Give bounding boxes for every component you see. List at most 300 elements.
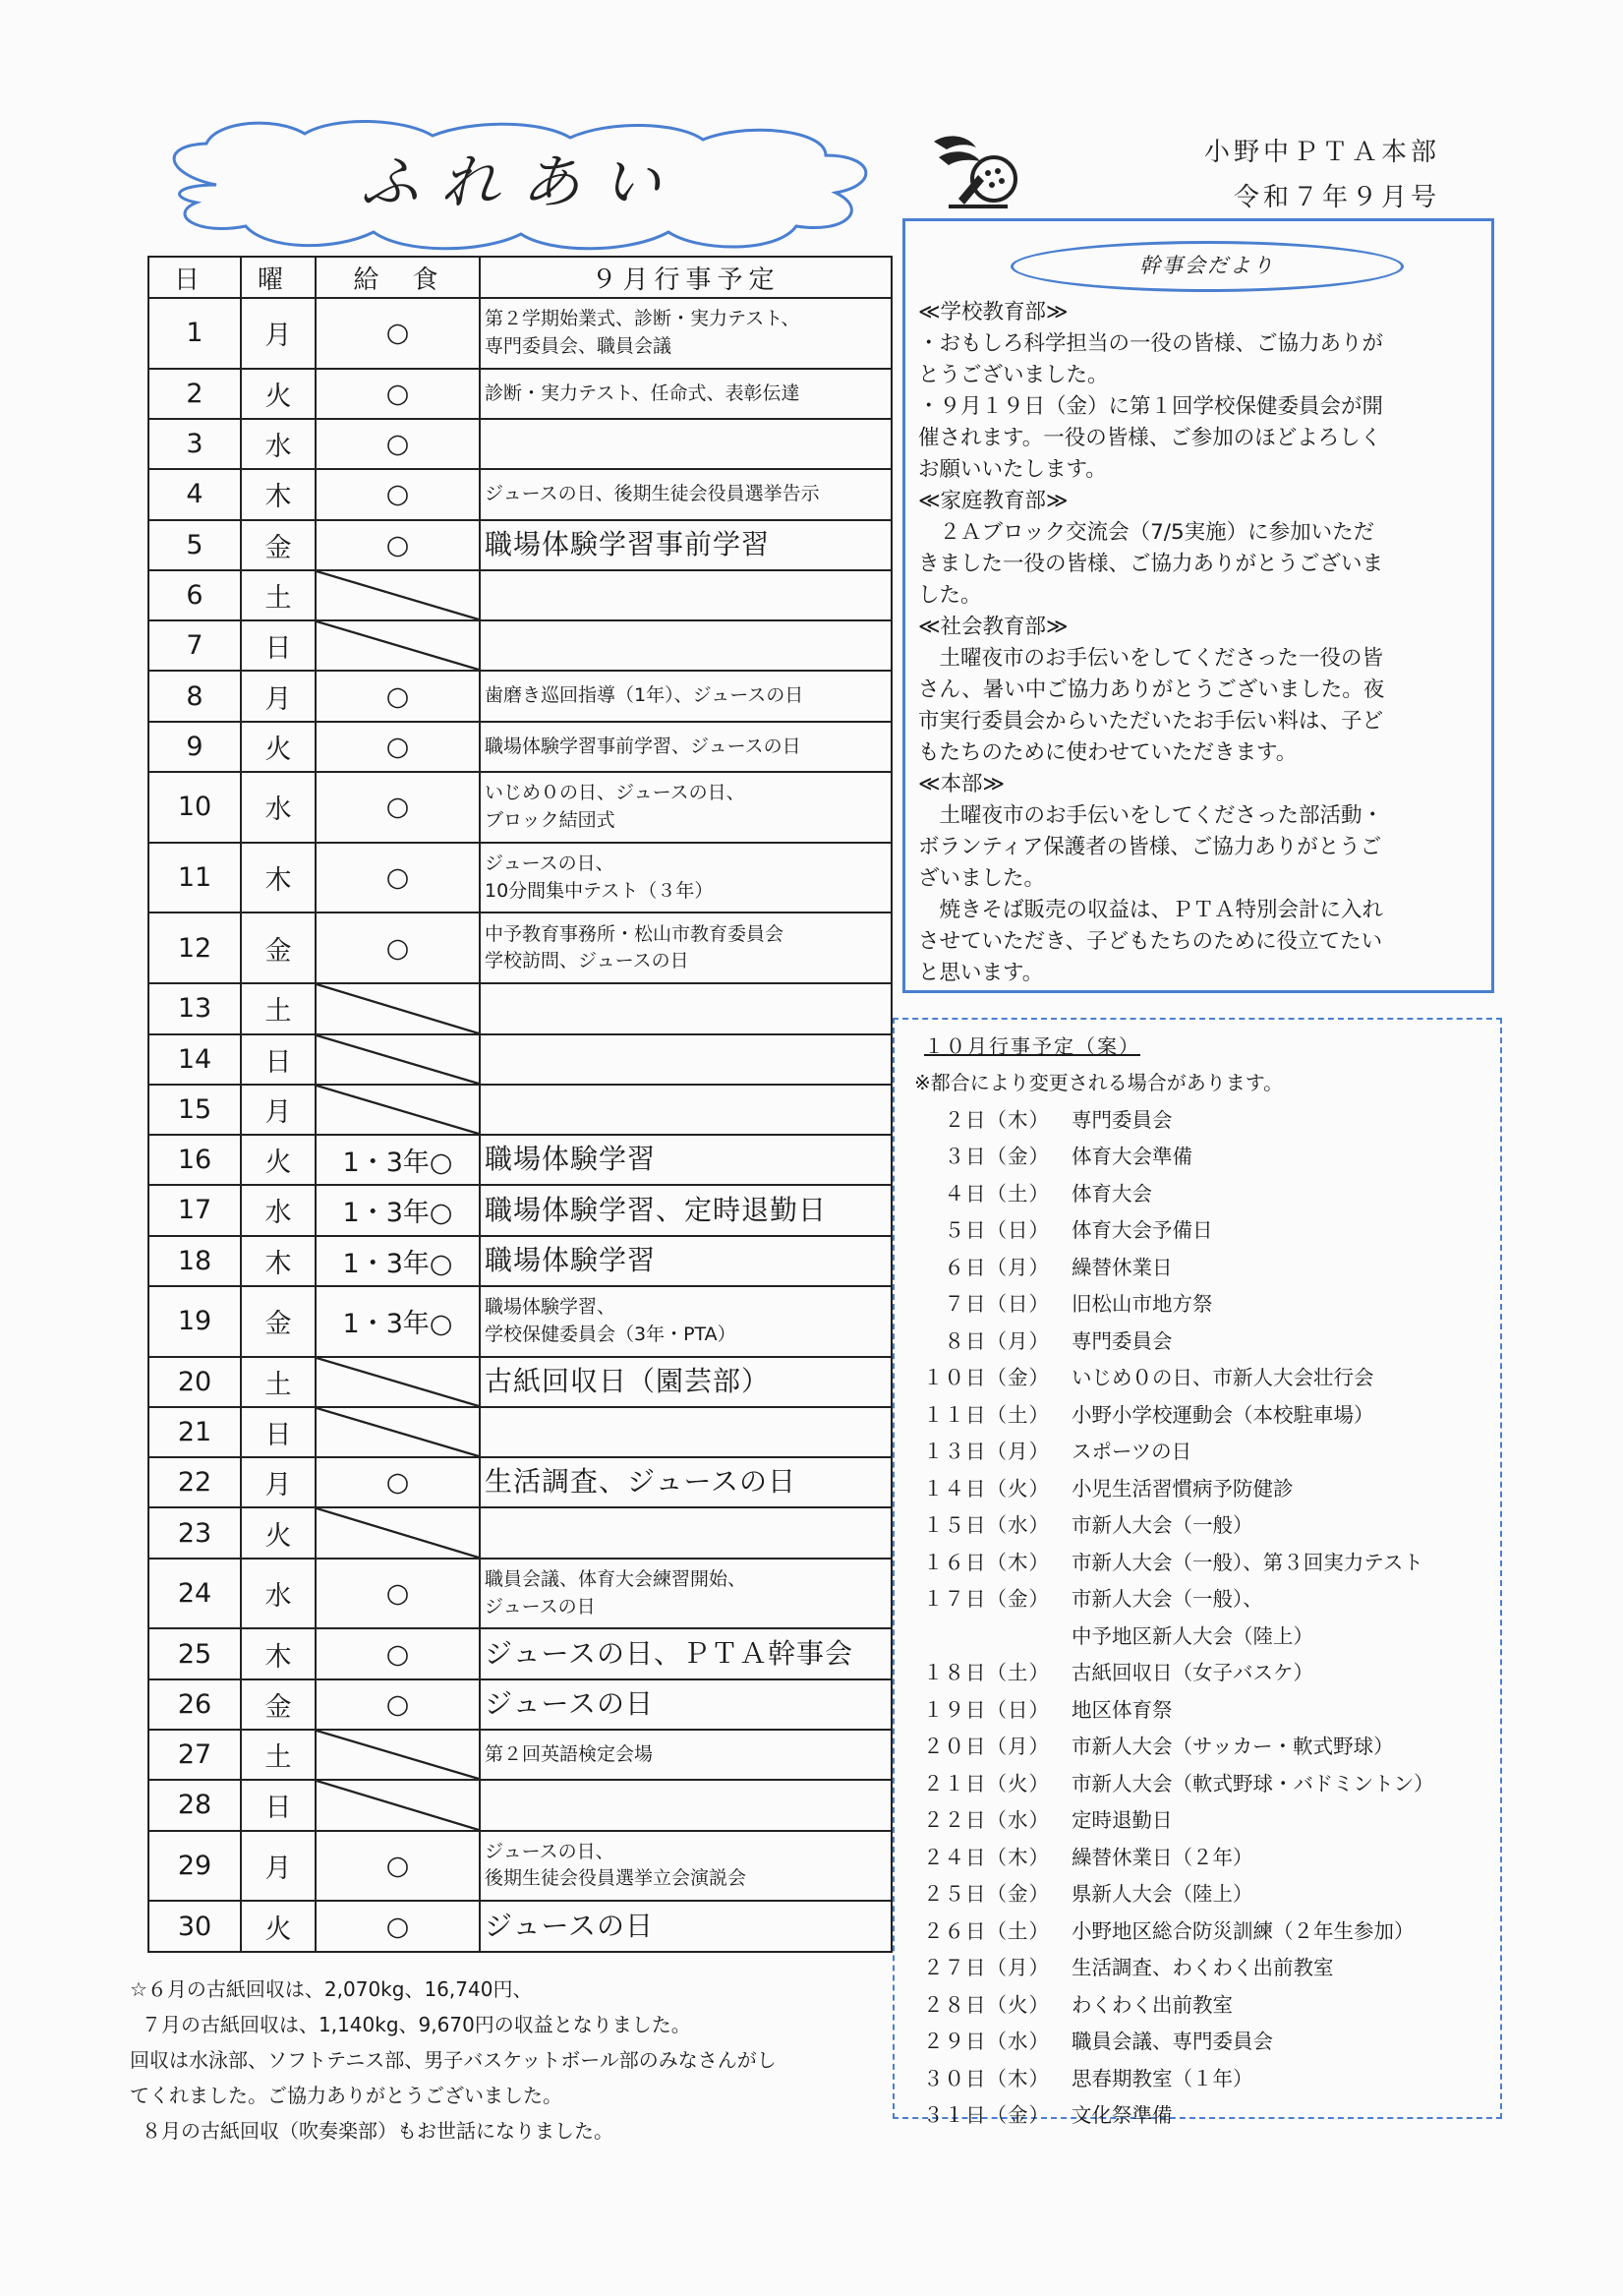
schedule-events	[480, 1831, 892, 1902]
schedule-events	[480, 983, 892, 1033]
event-line: 第２回英語検定会場	[485, 1742, 654, 1765]
schedule-row	[148, 1286, 892, 1357]
no-lunch-cell	[316, 570, 480, 620]
october-item-date: ２１日（火）	[923, 1771, 1050, 1796]
october-item-event: 市新人大会（一般）、	[1072, 1587, 1263, 1612]
news-line: もたちのために使わせていただきます。	[918, 740, 1298, 765]
schedule-day: 14	[148, 1034, 241, 1085]
schedule-row	[148, 722, 892, 772]
october-item-event: 市新人大会（軟式野球・バドミントン）	[1072, 1771, 1434, 1796]
schedule-lunch: ○	[316, 913, 480, 983]
schedule-events	[480, 1780, 892, 1830]
schedule-day: 9	[148, 722, 241, 772]
note-line: ７月の古紙回収は、1,140kg、9,670円の収益となりました。	[142, 2013, 691, 2036]
october-item	[919, 1874, 1489, 1912]
schedule-day: 25	[148, 1628, 241, 1678]
schedule-row	[148, 1831, 892, 1902]
october-item	[919, 1653, 1489, 1690]
october-plan-note: ※都合により変更される場合があります。	[914, 1071, 1284, 1094]
schedule-events	[480, 772, 892, 843]
note-line: 回収は水泳部、ソフトテニス部、男子バスケットボール部のみなさんがし	[130, 2048, 777, 2072]
october-item-event: スポーツの日	[1072, 1440, 1192, 1464]
schedule-day: 21	[148, 1407, 241, 1457]
schedule-weekday: 土	[241, 1730, 316, 1780]
schedule-row	[148, 1135, 892, 1185]
schedule-lunch: ○	[316, 722, 480, 772]
news-line: ≪社会教育部≫	[918, 615, 1069, 639]
note-line: ☆６月の古紙回収は、2,070kg、16,740円、	[130, 1977, 533, 2001]
event-line: 後期生徒会役員選挙立会演説会	[485, 1867, 747, 1890]
event-line: 診断・実力テスト、任命式、表彰伝達	[485, 382, 800, 404]
news-line: ≪本部≫	[918, 772, 1006, 796]
schedule-row	[148, 1357, 892, 1407]
schedule-day: 7	[148, 620, 241, 671]
schedule-lunch: ○	[316, 419, 480, 469]
header-events: ９月行事予定	[480, 257, 892, 298]
news-line: 市実行委員会からいただいたお手伝い料は、子ど	[918, 709, 1384, 734]
event-line: ジュースの日	[485, 1687, 655, 1721]
event-line: 職場体験学習、	[485, 1296, 616, 1319]
schedule-row	[148, 520, 892, 570]
october-item-event: いじめ０の日、市新人大会壮行会	[1072, 1366, 1374, 1390]
october-item	[919, 1689, 1489, 1727]
schedule-lunch: ○	[316, 1901, 480, 1952]
schedule-events	[480, 1730, 892, 1780]
schedule-day: 26	[148, 1679, 241, 1730]
schedule-header-row	[148, 257, 892, 298]
header-weekday: 曜	[241, 257, 316, 298]
october-item-event: 市新人大会（サッカー・軟式野球）	[1072, 1735, 1394, 1759]
news-line: さん、暑い中ご協力ありがとうございました。夜	[918, 677, 1385, 702]
no-lunch-cell	[316, 1780, 480, 1830]
schedule-lunch: ○	[316, 298, 480, 369]
schedule-weekday: 日	[241, 620, 316, 671]
schedule-day: 3	[148, 419, 241, 469]
october-item-event: 小児生活習慣病予防健診	[1072, 1476, 1294, 1501]
october-item-date: １４日（火）	[923, 1476, 1050, 1501]
event-line: ジュースの日	[485, 1909, 655, 1942]
schedule-weekday: 火	[241, 369, 316, 419]
schedule-row	[148, 1507, 892, 1558]
schedule-row	[148, 1730, 892, 1780]
schedule-day: 30	[148, 1901, 241, 1952]
schedule-day: 27	[148, 1730, 241, 1780]
schedule-day: 24	[148, 1559, 241, 1629]
schedule-day: 1	[148, 298, 241, 369]
note-line: てくれました。ご協力ありがとうございました。	[130, 2084, 562, 2107]
october-item	[919, 2022, 1489, 2059]
october-item-date: ２５日（金）	[923, 1882, 1050, 1907]
schedule-weekday: 土	[241, 1357, 316, 1407]
event-line: ジュースの日、	[485, 1840, 614, 1862]
committee-news-heading: 幹事会だより	[1011, 241, 1404, 292]
schedule-row	[148, 620, 892, 671]
october-item	[919, 1542, 1489, 1579]
schedule-row	[148, 369, 892, 419]
no-lunch-cell	[316, 1034, 480, 1085]
event-line: 第２学期始業式、診断・実力テスト、	[485, 308, 800, 330]
october-item-date: ２日（木）	[944, 1107, 1050, 1132]
october-item-date: ７日（日）	[944, 1292, 1050, 1317]
event-line: 歯磨き巡回指導（1年）、ジュースの日	[485, 684, 804, 707]
schedule-weekday: 水	[241, 1559, 316, 1629]
schedule-events	[480, 671, 892, 721]
schedule-row	[148, 1407, 892, 1457]
issue-date: 令和７年９月号	[1234, 183, 1441, 212]
october-item	[919, 2058, 1489, 2095]
october-item	[919, 1468, 1489, 1505]
schedule-row	[148, 570, 892, 620]
october-item-date: １９日（日）	[923, 1697, 1050, 1722]
october-item-event: 旧松山市地方祭	[1072, 1292, 1213, 1317]
schedule-day: 10	[148, 772, 241, 843]
news-line: ・９月１９日（金）に第１回学校保健委員会が開	[918, 394, 1384, 419]
october-item-event: 体育大会予備日	[1072, 1218, 1213, 1243]
october-item-date: ８日（月）	[944, 1328, 1050, 1353]
no-lunch-cell	[316, 1507, 480, 1558]
event-line: 職場体験学習、定時退勤日	[485, 1193, 828, 1226]
october-item-date: ６日（月）	[944, 1255, 1050, 1279]
schedule-events	[480, 369, 892, 419]
schedule-lunch: ○	[316, 1559, 480, 1629]
schedule-weekday: 火	[241, 1901, 316, 1952]
schedule-weekday: 月	[241, 1457, 316, 1507]
schedule-events	[480, 1407, 892, 1457]
schedule-events	[480, 469, 892, 519]
schedule-weekday: 金	[241, 913, 316, 983]
committee-news-body	[918, 297, 1478, 989]
schedule-events	[480, 1185, 892, 1235]
schedule-day: 16	[148, 1135, 241, 1185]
schedule-day: 6	[148, 570, 241, 620]
event-line: 専門委員会、職員会議	[485, 334, 672, 357]
october-item	[919, 1984, 1489, 2022]
schedule-events	[480, 1457, 892, 1507]
schedule-lunch: ○	[316, 520, 480, 570]
schedule-events	[480, 1085, 892, 1135]
schedule-day: 17	[148, 1185, 241, 1235]
news-line: 催されます。一役の皆様、ご参加のほどよろしく	[918, 426, 1382, 450]
october-item-event: 繰替休業日（２年）	[1072, 1845, 1253, 1869]
no-lunch-cell	[316, 620, 480, 671]
schedule-day: 2	[148, 369, 241, 419]
october-item-event: 専門委員会	[1072, 1107, 1173, 1132]
schedule-row	[148, 1185, 892, 1235]
october-plan-title: １０月行事予定（案）	[924, 1034, 1140, 1058]
news-line: した。	[918, 583, 982, 608]
schedule-weekday: 月	[241, 1831, 316, 1902]
schedule-weekday: 水	[241, 419, 316, 469]
schedule-lunch: ○	[316, 671, 480, 721]
schedule-day: 8	[148, 671, 241, 721]
event-line: ジュースの日	[485, 1595, 596, 1618]
event-line: 10分間集中テスト（３年）	[485, 879, 714, 902]
schedule-row	[148, 1034, 892, 1085]
schedule-day: 19	[148, 1286, 241, 1357]
october-item	[919, 1911, 1489, 1948]
october-item	[919, 1394, 1489, 1432]
october-item-date: ２０日（月）	[923, 1735, 1050, 1759]
schedule-lunch: ○	[316, 772, 480, 843]
news-line: ２Ａブロック交流会（7/5実施）に参加いただ	[918, 520, 1375, 545]
schedule-row	[148, 1628, 892, 1678]
october-item	[919, 1837, 1489, 1874]
schedule-day: 11	[148, 843, 241, 913]
header-lunch: 給 食	[316, 257, 480, 298]
october-item	[919, 1432, 1489, 1469]
october-item	[919, 1137, 1489, 1174]
schedule-weekday: 金	[241, 1286, 316, 1357]
october-item	[919, 1800, 1489, 1838]
october-item	[919, 1616, 1489, 1653]
no-lunch-cell	[316, 1357, 480, 1407]
schedule-events	[480, 1507, 892, 1558]
schedule-row	[148, 843, 892, 913]
schedule-weekday: 日	[241, 1034, 316, 1085]
schedule-events	[480, 913, 892, 983]
october-item-date: １７日（金）	[923, 1587, 1050, 1612]
schedule-lunch: ○	[316, 843, 480, 913]
october-item-event: 体育大会準備	[1072, 1145, 1192, 1169]
october-item	[919, 1763, 1489, 1800]
event-line: 学校保健委員会（3年・PTA）	[485, 1323, 736, 1345]
no-lunch-cell	[316, 1730, 480, 1780]
schedule-day: 23	[148, 1507, 241, 1558]
october-item-date: ２６日（土）	[923, 1918, 1050, 1943]
schedule-weekday: 月	[241, 671, 316, 721]
october-item	[919, 1247, 1489, 1284]
event-line: 学校訪問、ジュースの日	[485, 950, 689, 972]
october-item-date: ２２日（水）	[923, 1808, 1050, 1833]
october-item-date: １８日（土）	[923, 1661, 1050, 1685]
event-line: 職場体験学習	[485, 1143, 657, 1176]
october-item-event: 体育大会	[1072, 1181, 1152, 1206]
october-item-date: ２９日（水）	[923, 2030, 1050, 2054]
schedule-day: 12	[148, 913, 241, 983]
october-item-event: 小野小学校運動会（本校駐車場）	[1072, 1402, 1374, 1427]
event-line: ジュースの日、ＰＴＡ幹事会	[485, 1636, 854, 1670]
schedule-row	[148, 1780, 892, 1830]
schedule-weekday: 月	[241, 298, 316, 369]
schedule-lunch: ○	[316, 1831, 480, 1902]
schedule-day: 28	[148, 1780, 241, 1830]
october-item-event: 文化祭準備	[1072, 2103, 1173, 2128]
october-item-event: 中予地区新人大会（陸上）	[1072, 1623, 1313, 1648]
no-lunch-cell	[316, 983, 480, 1033]
schedule-events	[480, 1559, 892, 1629]
october-item	[919, 1284, 1489, 1322]
news-line: 焼きそば販売の収益は、ＰＴＡ特別会計に入れ	[918, 898, 1384, 922]
news-line: ボランティア保護者の皆様、ご協力ありがとうご	[918, 835, 1382, 859]
schedule-row	[148, 469, 892, 519]
october-item-date: １６日（木）	[923, 1550, 1050, 1574]
schedule-row	[148, 298, 892, 369]
schedule-row	[148, 983, 892, 1033]
news-line: ≪家庭教育部≫	[918, 489, 1069, 513]
schedule-lunch: 1・3年○	[316, 1135, 480, 1185]
schedule-weekday: 金	[241, 1679, 316, 1730]
schedule-weekday: 日	[241, 1780, 316, 1830]
schedule-row	[148, 772, 892, 843]
event-line: 職場体験学習事前学習	[485, 527, 771, 560]
schedule-lunch: ○	[316, 1628, 480, 1678]
schedule-day: 13	[148, 983, 241, 1033]
schedule-lunch: 1・3年○	[316, 1286, 480, 1357]
note-line: ８月の古紙回収（吹奏楽部）もお世話になりました。	[142, 2119, 613, 2143]
october-item-event: 市新人大会（一般）、第３回実力テスト	[1072, 1550, 1423, 1574]
schedule-events	[480, 570, 892, 620]
schedule-day: 5	[148, 520, 241, 570]
schedule-day: 15	[148, 1085, 241, 1135]
header-day: 日	[148, 257, 241, 298]
october-item-date: １５日（水）	[923, 1513, 1050, 1538]
schedule-lunch: ○	[316, 369, 480, 419]
october-item	[919, 1210, 1489, 1248]
no-lunch-cell	[316, 1407, 480, 1457]
schedule-lunch: ○	[316, 1457, 480, 1507]
schedule-row	[148, 913, 892, 983]
schedule-weekday: 木	[241, 1628, 316, 1678]
event-line: ジュースの日、	[485, 853, 614, 875]
organization-name: 小野中ＰＴＡ本部	[1204, 138, 1441, 167]
schedule-day: 4	[148, 469, 241, 519]
october-item-event: 思春期教室（１年）	[1072, 2066, 1253, 2090]
october-item-date: １０日（金）	[923, 1366, 1050, 1390]
october-item-event: 市新人大会（一般）	[1072, 1513, 1253, 1538]
schedule-weekday: 木	[241, 843, 316, 913]
schedule-day: 18	[148, 1236, 241, 1286]
schedule-lunch: 1・3年○	[316, 1236, 480, 1286]
october-item-event: 小野地区総合防災訓練（２年生参加）	[1072, 1918, 1415, 1943]
schedule-events	[480, 722, 892, 772]
schedule-weekday: 水	[241, 1185, 316, 1235]
event-line: 生活調査、ジュースの日	[485, 1465, 797, 1499]
schedule-weekday: 土	[241, 983, 316, 1033]
schedule-row	[148, 1457, 892, 1507]
schedule-day: 29	[148, 1831, 241, 1902]
schedule-lunch: ○	[316, 469, 480, 519]
schedule-row	[148, 1085, 892, 1135]
october-item	[919, 1948, 1489, 1985]
event-line: ブロック結団式	[485, 808, 615, 831]
october-item	[919, 1505, 1489, 1543]
october-item-date: ４日（土）	[944, 1181, 1050, 1206]
schedule-events	[480, 1357, 892, 1407]
news-line: きました一役の皆様、ご協力ありがとうございま	[918, 552, 1384, 576]
schedule-lunch: 1・3年○	[316, 1185, 480, 1235]
october-item-date: １３日（月）	[923, 1440, 1050, 1464]
schedule-row	[148, 1901, 892, 1952]
schedule-weekday: 土	[241, 570, 316, 620]
event-line: 古紙回収日（園芸部）	[485, 1364, 771, 1397]
schedule-events	[480, 298, 892, 369]
october-item	[919, 1579, 1489, 1617]
schedule-row	[148, 1679, 892, 1730]
october-item-event: 専門委員会	[1072, 1328, 1173, 1353]
news-line: お願いいたします。	[918, 457, 1107, 482]
october-item-date: ５日（日）	[944, 1218, 1050, 1243]
schedule-weekday: 木	[241, 469, 316, 519]
schedule-row	[148, 1236, 892, 1286]
schedule-weekday: 日	[241, 1407, 316, 1457]
october-item-event: 古紙回収日（女子バスケ）	[1072, 1661, 1313, 1685]
paper-recycling-notes	[130, 1972, 877, 2149]
schedule-events	[480, 1034, 892, 1085]
october-item-event: 生活調査、わくわく出前教室	[1072, 1956, 1334, 1980]
schedule-events	[480, 419, 892, 469]
page-title: ふれあい	[360, 148, 682, 217]
october-item-date: ３０日（木）	[923, 2066, 1050, 2090]
schedule-events	[480, 1679, 892, 1730]
october-item	[919, 1358, 1489, 1395]
october-item-event: 地区体育祭	[1072, 1697, 1173, 1722]
news-line: ざいました。	[918, 866, 1046, 891]
schedule-weekday: 木	[241, 1236, 316, 1286]
schedule-weekday: 月	[241, 1085, 316, 1135]
schedule-weekday: 金	[241, 520, 316, 570]
event-line: ジュースの日、後期生徒会役員選挙告示	[485, 483, 820, 505]
october-item	[919, 1099, 1489, 1137]
news-line: と思います。	[918, 961, 1044, 985]
schedule-row	[148, 1559, 892, 1629]
schedule-weekday: 火	[241, 1507, 316, 1558]
schedule-day: 22	[148, 1457, 241, 1507]
schedule-events	[480, 1901, 892, 1952]
schedule-events	[480, 520, 892, 570]
event-line: いじめ０の日、ジュースの日、	[485, 782, 745, 804]
news-line: とうございました。	[918, 363, 1109, 387]
schedule-events	[480, 1286, 892, 1357]
october-item-event: 定時退勤日	[1072, 1808, 1173, 1833]
event-line: 職場体験学習	[485, 1243, 657, 1276]
schedule-events	[480, 620, 892, 671]
news-line: 土曜夜市のお手伝いをしてくださった一役の皆	[918, 646, 1384, 671]
october-item-date: ３１日（金）	[923, 2103, 1050, 2128]
october-item-event: わくわく出前教室	[1072, 1992, 1233, 2017]
october-item	[919, 1173, 1489, 1210]
news-line: ≪学校教育部≫	[918, 300, 1069, 324]
schedule-events	[480, 1628, 892, 1678]
schedule-row	[148, 671, 892, 721]
event-line: 職員会議、体育大会練習開始、	[485, 1568, 747, 1591]
october-item-date: ２４日（木）	[923, 1845, 1050, 1869]
schedule-weekday: 火	[241, 722, 316, 772]
september-schedule-table	[147, 256, 893, 1953]
schedule-events	[480, 1135, 892, 1185]
october-plan-list	[919, 1099, 1489, 2132]
october-item-date: ２８日（火）	[923, 1992, 1050, 2017]
schedule-weekday: 火	[241, 1135, 316, 1185]
october-item-date: ３日（金）	[944, 1145, 1050, 1169]
october-item	[919, 1321, 1489, 1358]
schedule-day: 20	[148, 1357, 241, 1407]
schedule-weekday: 水	[241, 772, 316, 843]
schedule-events	[480, 843, 892, 913]
october-item	[919, 1727, 1489, 1764]
october-item-event: 繰替休業日	[1072, 1255, 1173, 1279]
event-line: 職場体験学習事前学習、ジュースの日	[485, 735, 801, 757]
news-line: 土曜夜市のお手伝いをしてくださった部活動・	[918, 803, 1384, 828]
news-line: ・おもしろ科学担当の一役の皆様、ご協力ありが	[918, 331, 1384, 356]
news-line: させていただき、子どもたちのために役立てたい	[918, 929, 1383, 954]
october-item	[919, 2095, 1489, 2133]
october-item-event: 県新人大会（陸上）	[1072, 1882, 1253, 1907]
schedule-lunch: ○	[316, 1679, 480, 1730]
october-item-date: ２７日（月）	[923, 1956, 1050, 1980]
no-lunch-cell	[316, 1085, 480, 1135]
october-item-event: 職員会議、専門委員会	[1072, 2030, 1273, 2054]
event-line: 中予教育事務所・松山市教育委員会	[485, 922, 784, 945]
